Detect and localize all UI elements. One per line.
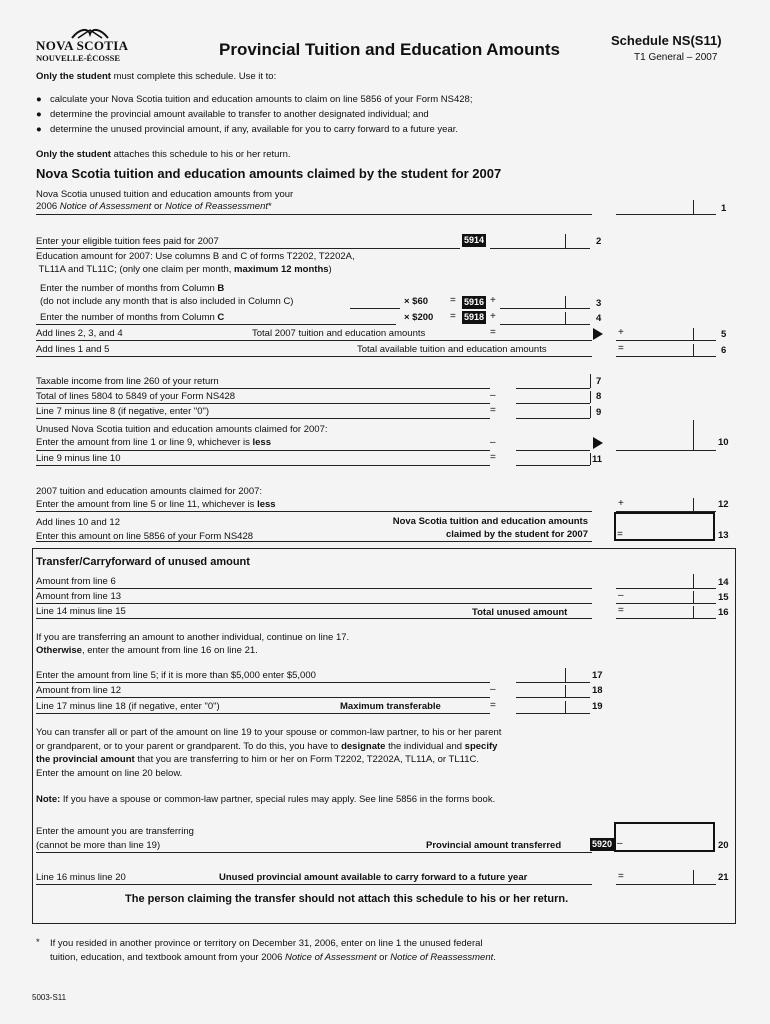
text-segment: B <box>217 283 225 294</box>
line6-label: Add lines 1 and 5 <box>36 344 110 355</box>
text-segment: = <box>490 452 496 463</box>
line10-label <box>36 423 328 449</box>
line17-label: Enter the amount from line 5; if it is more than $5,000 enter $5,000 <box>36 670 316 681</box>
text-segment: + <box>618 498 624 509</box>
line4-field[interactable] <box>500 312 590 325</box>
line10-field[interactable] <box>616 420 716 451</box>
text-segment: the individual and <box>385 740 465 752</box>
bullet-item: ● determine the unused provincial amount, if any, available for you to carry forward to a future year. <box>36 124 459 135</box>
text-segment: or grandparent, or to your parent or grandparent. To do this, you have to <box>36 740 342 752</box>
line-number: 11 <box>592 454 603 465</box>
line7-field[interactable] <box>516 374 590 389</box>
text-segment: Enter the number of months from Column <box>40 312 218 323</box>
text-segment: less <box>257 499 276 510</box>
text-segment: Otherwise <box>36 645 82 656</box>
text-segment: * <box>268 201 272 212</box>
text-segment: calculate your Nova Scotia tuition and education amounts to claim on line 5856 of your Form NS428; <box>50 94 473 105</box>
line15-field[interactable] <box>616 591 716 604</box>
line20-mid: Provincial amount transferred <box>426 840 562 851</box>
text-segment: attaches this schedule to his or her return. <box>110 149 291 160</box>
text-segment: If you are transferring an amount to another individual, continue on line 17. <box>36 632 350 643</box>
line12-label <box>36 485 276 511</box>
line6-mid: Total available tuition and education amounts <box>357 344 547 355</box>
bullet-item: ● determine the provincial amount available to transfer to another designated individual; and <box>36 109 429 120</box>
text-segment: C <box>217 312 225 323</box>
text-segment: Unused Nova Scotia tuition and education amounts claimed for 2007: <box>36 424 328 435</box>
arrow-icon <box>593 328 603 340</box>
line19-mid: Maximum transferable <box>340 701 441 712</box>
line-number: 6 <box>721 345 727 356</box>
text-segment: determine the provincial amount available to transfer to another designated individual; and <box>50 109 429 120</box>
line-number: 18 <box>592 685 603 696</box>
text-segment: Notice of Assessment <box>285 952 377 963</box>
text-segment: Enter this amount on line 5856 of your Form NS428 <box>36 531 254 542</box>
schedule-label: Schedule NS(S11) <box>611 33 722 48</box>
line16-mid: Total unused amount <box>472 607 568 618</box>
line21-label: Line 16 minus line 20 <box>36 872 126 883</box>
form-number: 5003-S11 <box>32 993 67 1002</box>
line20-field[interactable] <box>614 822 715 852</box>
line9-label: Line 7 minus line 8 (if negative, enter "0") <box>36 406 210 417</box>
line21-field[interactable] <box>616 870 716 885</box>
line1-label <box>36 189 293 213</box>
line1-field[interactable] <box>616 200 716 215</box>
text-segment: Note: <box>36 794 61 805</box>
section2-heading: Transfer/Carryforward of unused amount <box>36 556 250 568</box>
months-b-field[interactable] <box>350 296 400 309</box>
line11-field[interactable] <box>516 453 590 466</box>
line13-mid <box>352 515 588 541</box>
line11-label: Line 9 minus line 10 <box>36 453 121 464</box>
line-number: 12 <box>718 499 729 510</box>
text-segment: less <box>252 437 271 448</box>
text-segment: that you are transferring to him or her on Form T2202, T2202A, TL11A, or TL11C. <box>134 754 480 765</box>
line10-sub-field[interactable] <box>516 436 590 451</box>
text-segment: claimed by the student for 2007 <box>445 529 588 540</box>
line18-label: Amount from line 12 <box>36 685 122 696</box>
logo-line1: NOVA SCOTIA <box>36 38 129 53</box>
line-number: 5 <box>721 329 727 340</box>
text-segment: Enter the number of months from Column <box>40 283 218 294</box>
line5-field[interactable] <box>616 328 716 341</box>
page-title: Provincial Tuition and Education Amounts <box>219 40 560 59</box>
line3-field[interactable] <box>500 296 590 309</box>
text-segment: Enter the amount on line 20 below. <box>36 767 183 779</box>
text-segment: – <box>490 390 496 401</box>
text-segment: specify <box>464 740 498 752</box>
line16-label: Line 14 minus line 15 <box>36 606 126 617</box>
line2-field[interactable] <box>490 234 590 249</box>
intro-rest: must complete this schedule. Use it to: <box>110 71 277 82</box>
code-5920: 5920 <box>592 839 613 849</box>
line20-label <box>36 825 194 853</box>
text-segment: If you resided in another province or territory on December 31, 2006, enter on line 1 the unused federal <box>50 938 483 949</box>
transfer-paragraph <box>36 726 501 780</box>
nova-scotia-logo <box>36 26 136 66</box>
text-segment: Notice of Reassessment <box>390 952 494 963</box>
column-b-text <box>40 282 293 308</box>
line-number: 9 <box>596 407 602 418</box>
line15-label: Amount from line 13 <box>36 591 122 602</box>
line14-label: Amount from line 6 <box>36 576 116 587</box>
text-segment: = <box>490 405 496 416</box>
logo-line2: NOUVELLE-ÉCOSSE <box>36 53 121 63</box>
text-segment: If you have a spouse or common-law partner, special rules may apply. See line 5856 in the forms book. <box>60 794 496 805</box>
line6-field[interactable] <box>616 344 716 357</box>
line-number: 2 <box>596 236 602 247</box>
bullet-item: ● calculate your Nova Scotia tuition and education amounts to claim on line 5856 of your Form NS428; <box>36 94 473 105</box>
line-number: 1 <box>721 203 727 214</box>
text-segment: . <box>493 952 496 963</box>
line14-field[interactable] <box>616 574 716 589</box>
line-number: 19 <box>592 701 603 712</box>
text-segment: designate <box>341 740 386 752</box>
line21-mid: Unused provincial amount available to carry forward to a future year <box>219 872 528 883</box>
mult-60: × $60 <box>404 296 429 307</box>
text-segment: , enter the amount from line 16 on line 21. <box>81 645 258 656</box>
section1-heading: Nova Scotia tuition and education amounts claimed by the student for 2007 <box>36 166 502 181</box>
text-segment: – <box>490 437 496 448</box>
intro-bold: Only the student <box>36 71 111 82</box>
line-number: 4 <box>596 313 602 324</box>
line-number: 14 <box>718 577 729 588</box>
attach-text <box>36 149 291 160</box>
text-segment: (do not include any month that is also included in Column C) <box>40 296 294 307</box>
text-segment: You can transfer all or part of the amount on line 19 to your spouse or common-law partner, to his or her parent <box>36 727 502 738</box>
code-5916: 5916 <box>464 297 485 307</box>
line5-mid: Total 2007 tuition and education amounts <box>252 328 426 339</box>
text-segment: Notice of Assessment <box>59 201 152 212</box>
line8-field[interactable] <box>516 391 590 404</box>
transfer-instructions <box>36 631 349 657</box>
education-text <box>36 250 355 276</box>
text-segment: (cannot be more than line 19) <box>36 840 161 851</box>
line17-field[interactable] <box>516 668 590 683</box>
column-c-text <box>40 312 224 323</box>
line16-field[interactable] <box>616 606 716 619</box>
line-number: 17 <box>592 670 603 681</box>
intro-text <box>36 71 276 82</box>
line12-field[interactable] <box>616 498 716 512</box>
text-segment: = <box>618 871 624 882</box>
footnote-text <box>50 937 496 965</box>
line13-label <box>36 516 253 544</box>
text-segment: TL11A and TL11C; (only one claim per month, <box>38 264 235 275</box>
text-segment: maximum 12 months <box>234 264 329 275</box>
text-segment: Enter the amount from line 5 or line 11, whichever is <box>36 499 258 510</box>
line-number: 16 <box>718 607 729 618</box>
text-segment: + <box>490 295 496 306</box>
text-segment: – <box>490 684 496 695</box>
transfer-warning: The person claiming the transfer should not attach this schedule to his or her return. <box>125 893 569 905</box>
mult-200: × $200 <box>404 312 434 323</box>
text-segment: + <box>618 327 624 338</box>
code-5914: 5914 <box>464 235 485 245</box>
line7-label: Taxable income from line 260 of your return <box>36 376 219 387</box>
text-segment: = <box>490 327 496 338</box>
text-segment: or <box>151 201 166 212</box>
arrow-icon <box>593 437 603 449</box>
text-segment: 2006 <box>36 201 60 212</box>
text-segment: Only the student <box>36 149 111 160</box>
text-segment: = <box>450 311 456 322</box>
text-segment: = <box>450 295 456 306</box>
text-segment: Add lines 10 and 12 <box>36 517 120 528</box>
text-segment: = <box>617 529 623 540</box>
line13-field[interactable] <box>614 512 715 541</box>
text-segment: determine the unused provincial amount, if any, available for you to carry forward to a future year. <box>50 124 459 135</box>
line5-label: Add lines 2, 3, and 4 <box>36 328 123 339</box>
line18-field[interactable] <box>516 685 590 698</box>
line-number: 15 <box>718 592 729 603</box>
text-segment: the provincial amount <box>36 754 135 765</box>
text-segment: Nova Scotia tuition and education amounts <box>392 516 588 527</box>
text-segment: Enter the amount from line 1 or line 9, whichever is <box>36 437 253 448</box>
line-number: 13 <box>718 530 729 541</box>
line-number: 20 <box>718 840 729 851</box>
line-number: 8 <box>596 391 602 402</box>
code-5918: 5918 <box>464 312 485 322</box>
text-segment: Nova Scotia unused tuition and education amounts from your <box>36 189 294 200</box>
text-segment: 2007 tuition and education amounts claimed for 2007: <box>36 486 263 497</box>
text-segment: Notice of Reassessment <box>165 201 269 212</box>
text-segment: tuition, education, and textbook amount from your 2006 <box>50 952 286 963</box>
note-text <box>36 794 495 805</box>
line19-field[interactable] <box>516 701 590 714</box>
text-segment: or <box>376 952 391 963</box>
line9-field[interactable] <box>516 406 590 419</box>
line-number: 10 <box>718 437 729 448</box>
text-segment: ) <box>328 264 332 275</box>
form-reference: T1 General – 2007 <box>634 52 718 63</box>
text-segment: = <box>618 343 624 354</box>
line-number: 21 <box>718 872 729 883</box>
line2-label: Enter your eligible tuition fees paid for 2007 <box>36 236 219 247</box>
text-segment: – <box>617 838 623 849</box>
text-segment: = <box>618 605 624 616</box>
line8-label: Total of lines 5804 to 5849 of your Form NS428 <box>36 391 236 402</box>
text-segment: Education amount for 2007: Use columns B and C of forms T2202, T2202A, <box>36 251 355 262</box>
line19-label: Line 17 minus line 18 (if negative, enter "0") <box>36 701 220 712</box>
text-segment: = <box>490 700 496 711</box>
text-segment: Enter the amount you are transferring <box>36 826 194 837</box>
text-segment: + <box>490 311 496 322</box>
bullet-list <box>36 94 472 139</box>
footnote-star: * <box>36 937 40 948</box>
text-segment: – <box>618 590 624 601</box>
line-number: 3 <box>596 298 602 309</box>
line-number: 7 <box>596 376 602 387</box>
